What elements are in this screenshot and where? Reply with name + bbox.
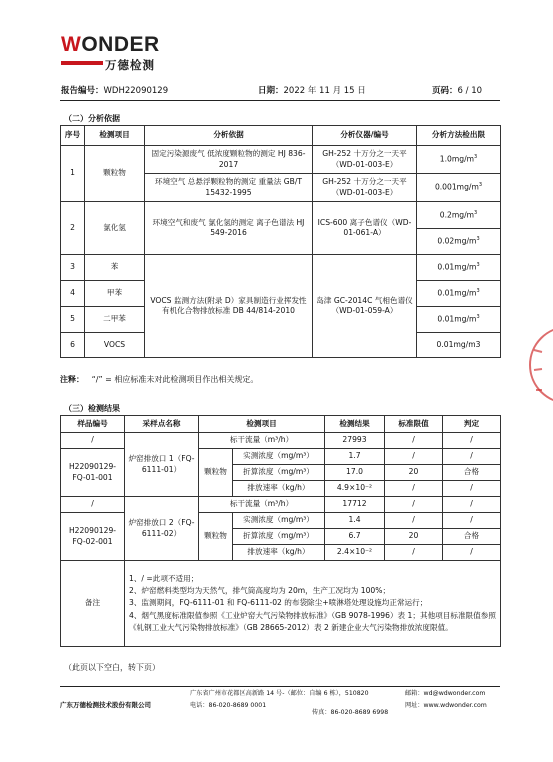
- remark-line: 2、炉窑燃料类型均为天然气，排气筒高度均为 20m，生产工况均为 100%；: [129, 586, 391, 596]
- logo-cn: 万德检测: [105, 58, 155, 72]
- table-row: 排放速率（kg/h） 2.4×10⁻² / /: [61, 545, 501, 561]
- table-row: 6 VOCS 0.01mg/m3: [61, 333, 501, 358]
- section-title: （二）分析依据: [64, 114, 120, 123]
- report-no: 报告编号：WDH22090129: [61, 86, 169, 96]
- table-header-row: 样品编号 采样点名称 检测项目 检测结果 标准限值 判定: [61, 416, 501, 433]
- table-row: / 炉窑排放口 1（FQ-6111-01） 标干流量（m³/h） 27993 / /: [61, 433, 501, 449]
- table-row: 折算浓度（mg/m³） 6.7 20 合格: [61, 529, 501, 545]
- table-row: 排放速率（kg/h） 4.9×10⁻² / /: [61, 481, 501, 497]
- table-row: 环境空气 总悬浮颗粒物的测定 重量法 GB/T 15432-1995 GH-252 十万分之一天平（WD-01-003-E） $0.001mg/m^3$: [61, 174, 501, 202]
- table-row: / 炉窑排放口 2（FQ-6111-02） 标干流量（m³/h） 17712 / /: [61, 497, 501, 513]
- footer-divider: [60, 686, 500, 687]
- footer-right: 邮箱：wd@wdwonder.com 网址：www.wdwonder.com: [405, 690, 487, 709]
- table-row: 折算浓度（mg/m³） 17.0 20 合格: [61, 465, 501, 481]
- end-note: （此页以下空白，转下页）: [64, 663, 160, 672]
- analysis-basis-table: [60, 125, 501, 358]
- table-row: 1 颗粒物 固定污染源废气 低浓度颗粒物的测定 HJ 836-2017 GH-252 十万分之一天平（WD-01-003-E） $1.0mg/m^3$: [61, 146, 501, 174]
- footer-company: 广东万德检测技术股份有限公司: [60, 701, 151, 709]
- remark-line: 1、/ =此项不适用；: [129, 574, 199, 584]
- header-divider: [60, 100, 500, 101]
- page-number: 页码：6 / 10: [432, 86, 483, 96]
- table-row: H22090129-FQ-02-001 颗粒物 实测浓度（mg/m³） 1.4 / /: [61, 513, 501, 529]
- table-header-row: 序号 检测项目 分析依据 分析仪器/编号 分析方法检出限: [61, 126, 501, 146]
- remark-line: 4、烟气黑度标准限值参照《工业炉窑大气污染物排放标准》（GB 9078-1996）表 1；其他项目标准限值参照《轧钢工业大气污染物排放标准》（GB 28665-2012）表 2 新建企业大气污染物排放浓度限值。: [129, 610, 496, 632]
- table-row: 2 氯化氢 环境空气和废气 氯化氢的测定 离子色谱法 HJ 549-2016 ICS-600 离子色谱仪（WD-01-061-A） $0.2mg/m^3$: [61, 202, 501, 229]
- seal-stamp-fragment: [528, 320, 553, 410]
- report-date: 日期：2022 年 11 月 15 日: [258, 86, 366, 96]
- remark-line: 3、监测期间，FQ-6111-01 和 FQ-6111-02 的布袋除尘+喷淋塔处理设施均正常运行；: [129, 598, 428, 608]
- footer-left: 广东省广州市花都区高新路 14 号-（邮位：自编 6 栋），510820 电话：86-020-8689 0001: [190, 690, 369, 709]
- section-title: （三）检测结果: [64, 404, 120, 413]
- annotation-note: 注释： “/” = 相应标准未对此检测项目作出相关规定。: [60, 375, 259, 384]
- logo-bar: [61, 61, 103, 65]
- table-row: 5 二甲苯 $0.01mg/m^3$: [61, 307, 501, 333]
- company-logo: [61, 33, 181, 75]
- footer-fax: 传真：86-020-8689 6998: [312, 709, 389, 716]
- logo-wordmark: WONDER: [61, 33, 160, 56]
- remarks-row: 备注 1、/ =此项不适用； 2、炉窑燃料类型均为天然气，排气筒高度均为 20m，生产工况均为 100%； 3、监测期间，FQ-6111-01 和 FQ-6111-02 的布袋除尘+喷淋塔处理设施均正常运行； 4、烟气黑度标准限值参照《工业炉窑大气污染物排放标准》（GB 9078-1996）表 1；其他项目标准限值参照《轧钢工业大气污染物排放标准》（GB 28665-2012）表 2 新建企业大气污染物排放浓度限值。: [61, 561, 501, 647]
- table-row: H22090129-FQ-01-001 颗粒物 实测浓度（mg/m³） 1.7 / /: [61, 449, 501, 465]
- results-table: [60, 415, 501, 647]
- table-row: $0.02mg/m^3$: [61, 229, 501, 255]
- table-row: 3 苯 VOCS 监测方法(附录 D）家具制造行业挥发性有机化合物排放标准 DB 44/814-2010 岛津 GC-2014C 气相色谱仪（WD-01-059-A） $0.01mg/m^3$: [61, 255, 501, 281]
- table-row: 4 甲苯 $0.01mg/m^3$: [61, 281, 501, 307]
